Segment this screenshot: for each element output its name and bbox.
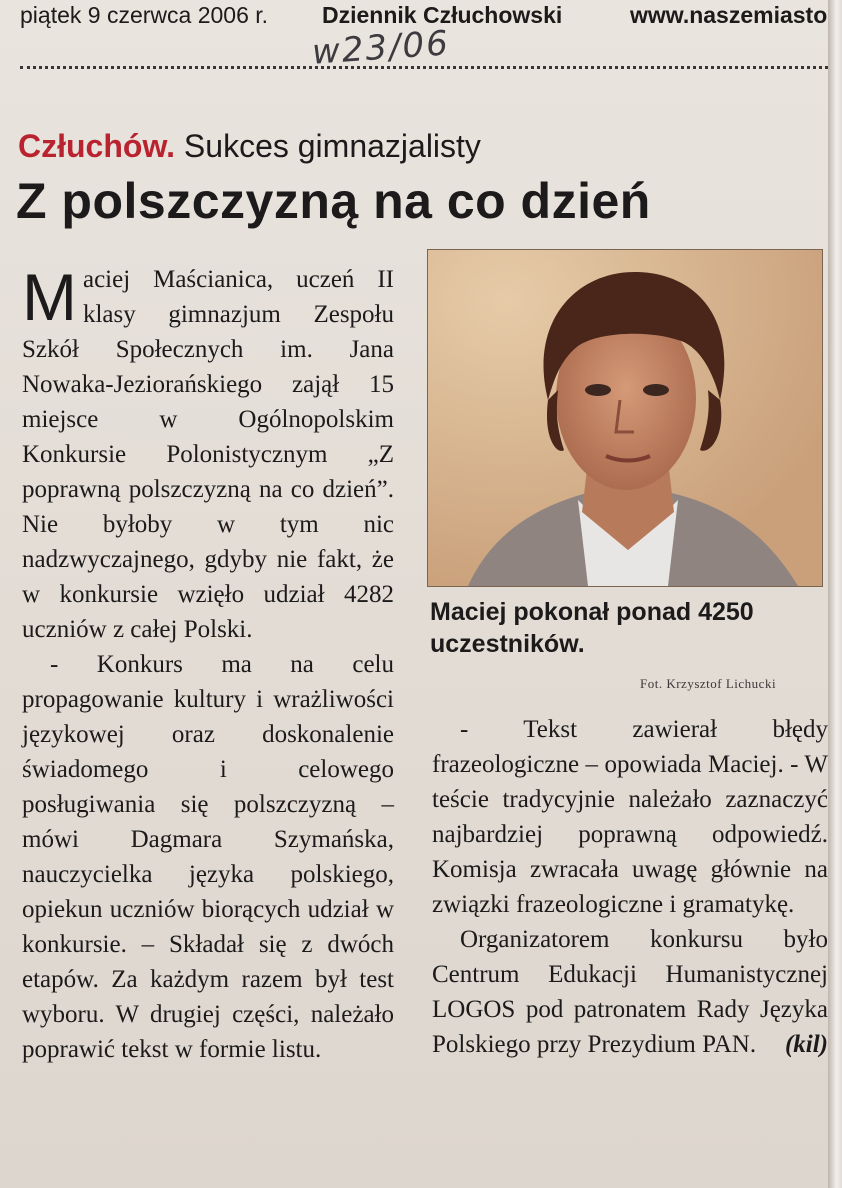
photo-caption: Maciej pokonał ponad 4250 uczestników. — [430, 598, 754, 658]
handwritten-note: w23/06 — [310, 23, 452, 73]
drop-cap: M — [22, 260, 77, 334]
paragraph-4 — [432, 922, 828, 1062]
kicker-text: Sukces gimnazjalisty — [183, 128, 481, 164]
article-column-right — [432, 712, 828, 1062]
header-divider — [20, 66, 828, 69]
author-signoff: (kil) — [784, 1031, 828, 1058]
paragraph-4-text: Organizatorem konkursu było Centrum Edukacji Humanistycznej LOGOS pod patronatem Rady Języka Polskiego przy Prezydium PAN. — [432, 926, 828, 1058]
article-headline: Z polszczyzną na co dzień — [16, 173, 651, 229]
article-column-left — [22, 262, 394, 1067]
paragraph-1-text: aciej Maścianica, uczeń II klasy gimnazjum Zespołu Szkół Społecznych im. Jana Nowaka-Jeziorańskiego zajął 15 miejsce w Ogólnopolskim Konkursie Polonistycznym „Z poprawną polszczyzną na co dzień”. Nie byłoby w tym nic nadzwyczajnego, gdyby nie fakt, że w konkursie wzięło udział 4282 uczniów z całej Polski. — [22, 266, 394, 643]
paragraph-3: - Tekst zawierał błędy frazeologiczne – opowiada Maciej. - W teście tradycyjnie należało zaznaczyć najbardziej poprawną odpowiedź. Komisja zwracała uwagę głównie na związki frazeologiczne i gramatykę. — [432, 716, 828, 918]
paragraph-2: - Konkurs ma na celu propagowanie kultury i wrażliwości językowej oraz doskonalenie świadomego i celowego posługiwania się polszczyzną – mówi Dagmara Szymańska, nauczycielka języka polskiego, opiekun uczniów biorących udział w konkursie. – Składał się z dwóch etapów. Za każdym razem był test wyboru. W drugiej części, należało poprawić tekst w formie listu. — [22, 651, 394, 1063]
portrait-illustration — [428, 250, 822, 586]
page-edge — [828, 0, 842, 1188]
paragraph-1 — [22, 262, 394, 647]
portrait-photo — [428, 250, 822, 586]
kicker-place: Człuchów. — [18, 128, 176, 164]
photo-credit: Fot. Krzysztof Lichucki — [640, 676, 777, 691]
website-url: www.naszemiasto — [630, 2, 828, 28]
newspaper-name: Dziennik Człuchowski — [322, 2, 563, 28]
article-kicker — [18, 128, 481, 165]
issue-date: piątek 9 czerwca 2006 r. — [20, 2, 269, 28]
